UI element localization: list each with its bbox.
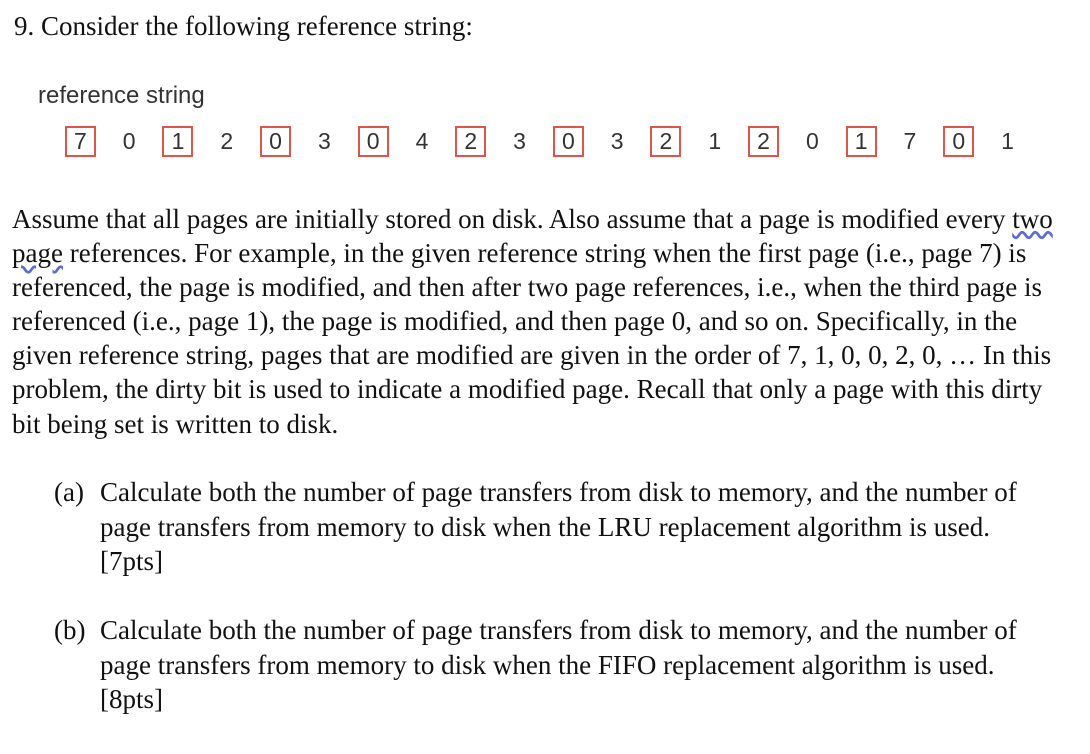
part-a xyxy=(54,475,1054,579)
paragraph-text-start: Assume that all pages are initially stored on disk. Also assume that a page is modified every xyxy=(12,204,1013,234)
assumption-paragraph xyxy=(12,202,1062,441)
reference-item xyxy=(446,124,495,158)
page-cell xyxy=(309,126,340,157)
modified-page-box xyxy=(943,126,974,157)
modified-page-box xyxy=(162,126,193,157)
modified-page-box xyxy=(260,126,291,157)
reference-item xyxy=(154,124,203,158)
reference-item xyxy=(739,124,788,158)
page-number: 0 xyxy=(269,127,282,154)
page-cell xyxy=(114,126,145,157)
part-a-text: Calculate both the number of page transfers from disk to memory, and the number of page transfers from memory to disk when the LRU replacement algorithm is used. [7pts] xyxy=(100,477,1017,576)
page-cell xyxy=(406,126,437,157)
reference-item xyxy=(105,124,154,158)
page-number: 2 xyxy=(757,127,770,154)
reference-item xyxy=(202,124,251,158)
two-page-underlined-text: two page xyxy=(12,204,1053,269)
reference-item xyxy=(593,124,642,158)
page-cell xyxy=(504,126,535,157)
page-number: 7 xyxy=(73,127,87,154)
reference-item xyxy=(788,124,837,158)
paragraph-text-end: references. For example, in the given reference string when the first page (i.e., page 7) is referenced, the page is modified, and then after two page references, i.e., when the third page is referenced (i.e., page 1), the page is modified, and then page 0, and so on. Specifically, in the given reference string, pages that are modified are given in the order of 7, 1, 0, 0, 2, 0, … In this problem, the dirty bit is used to indicate a modified page. Recall that only a page with this dirty bit being set is written to disk. xyxy=(12,238,1052,439)
reference-string-label: reference string xyxy=(38,82,205,109)
reference-item xyxy=(983,124,1032,158)
page-cell xyxy=(797,126,828,157)
page-number: 0 xyxy=(952,127,966,154)
page-number: 3 xyxy=(513,127,526,154)
page-number: 2 xyxy=(464,127,478,154)
reference-item xyxy=(886,124,935,158)
reference-item xyxy=(495,124,544,158)
page-number: 1 xyxy=(854,127,868,154)
reference-item xyxy=(642,124,691,158)
modified-page-box xyxy=(846,126,877,157)
page-number: 1 xyxy=(171,127,185,154)
page-number: 0 xyxy=(561,127,575,154)
reference-item xyxy=(544,124,593,158)
page-number: 3 xyxy=(610,127,624,154)
page-number: 4 xyxy=(415,127,429,154)
page-cell xyxy=(602,126,633,157)
part-b-label: (b) xyxy=(54,615,86,645)
reference-item xyxy=(56,124,105,158)
modified-page-box xyxy=(553,126,584,157)
reference-item xyxy=(300,124,349,158)
reference-item xyxy=(398,124,447,158)
part-b-text: Calculate both the number of page transfers from disk to memory, and the number of page transfers from memory to disk when the FIFO replacement algorithm is used. [8pts] xyxy=(100,615,1017,714)
reference-item xyxy=(934,124,983,158)
reference-item xyxy=(251,124,300,158)
page-number: 2 xyxy=(220,127,234,154)
question-heading: 9. Consider the following reference string: xyxy=(14,11,473,41)
page-number: 0 xyxy=(805,127,819,154)
reference-item xyxy=(349,124,398,158)
page-cell xyxy=(894,126,925,157)
reference-string-row xyxy=(56,124,1032,158)
page-number: 3 xyxy=(317,127,331,154)
modified-page-box xyxy=(65,126,96,157)
reference-item xyxy=(690,124,739,158)
page-number: 1 xyxy=(1001,127,1014,154)
modified-page-box xyxy=(748,126,779,157)
page-number: 0 xyxy=(122,127,136,154)
page-cell xyxy=(992,126,1023,157)
part-a-label: (a) xyxy=(54,477,84,507)
page-cell xyxy=(699,126,730,157)
page-number: 7 xyxy=(903,127,917,154)
page-number: 0 xyxy=(366,127,380,154)
part-b xyxy=(54,613,1054,717)
page-number: 1 xyxy=(708,127,722,154)
page-cell xyxy=(211,126,242,157)
modified-page-box xyxy=(455,126,486,157)
modified-page-box xyxy=(650,126,681,157)
page-number: 2 xyxy=(659,127,673,154)
modified-page-box xyxy=(358,126,389,157)
reference-item xyxy=(837,124,886,158)
